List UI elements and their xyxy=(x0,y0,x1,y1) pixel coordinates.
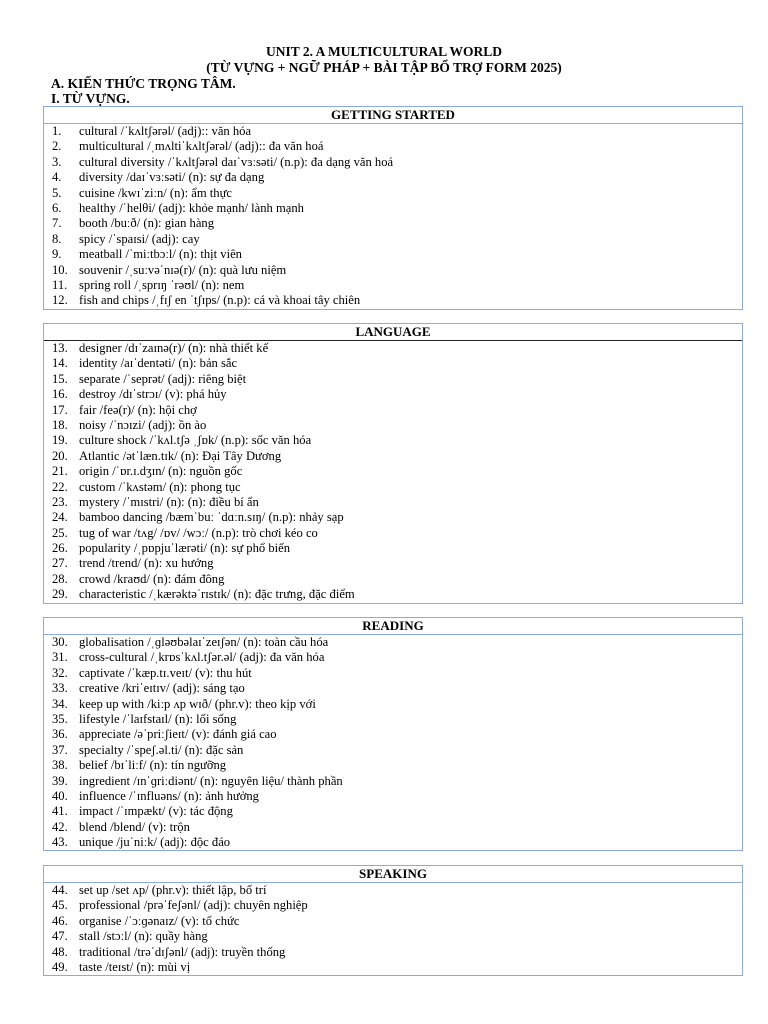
item-entry: custom /ˈkʌstəm/ (n): phong tục xyxy=(79,479,241,494)
item-entry: crowd /kraʊd/ (n): đám đông xyxy=(79,571,225,586)
item-number: 31. xyxy=(52,650,68,665)
vocab-list xyxy=(44,341,742,603)
item-number: 22. xyxy=(52,479,68,494)
item-entry: noisy /ˈnɔɪzi/ (adj): ồn ào xyxy=(79,417,207,432)
vocab-item xyxy=(44,464,742,479)
vocab-item xyxy=(44,804,742,819)
item-number: 10. xyxy=(52,262,68,277)
item-entry: cuisine /kwɪˈziːn/ (n): ẩm thực xyxy=(79,185,233,200)
item-number: 2. xyxy=(52,139,62,154)
item-number: 27. xyxy=(52,556,68,571)
section-title: READING xyxy=(44,618,742,635)
item-number: 42. xyxy=(52,819,68,834)
vocab-item xyxy=(44,139,742,154)
item-number: 15. xyxy=(52,371,68,386)
item-entry: keep up with /kiːp ʌp wɪð/ (phr.v): theo kịp với xyxy=(79,696,316,711)
item-entry: set up /set ʌp/ (phr.v): thiết lập, bố trí xyxy=(79,883,267,897)
item-number: 16. xyxy=(52,387,68,402)
item-number: 35. xyxy=(52,711,68,726)
item-entry: fish and chips /ˌfɪʃ en ˈtʃɪps/ (n.p): cá và khoai tây chiên xyxy=(79,293,361,308)
item-entry: ingredient /ɪnˈɡriːdiənt/ (n): nguyên liệu/ thành phần xyxy=(79,773,343,788)
item-number: 41. xyxy=(52,804,68,819)
item-entry: creative /kriˈeɪtɪv/ (adj): sáng tạo xyxy=(79,681,245,696)
vocab-item xyxy=(44,960,742,975)
vocab-item xyxy=(44,372,742,387)
vocab-item xyxy=(44,697,742,712)
item-entry: stall /stɔːl/ (n): quầy hàng xyxy=(79,929,208,944)
section-title: LANGUAGE xyxy=(44,324,742,341)
item-number: 45. xyxy=(52,898,68,913)
vocab-item xyxy=(44,526,742,541)
item-number: 49. xyxy=(52,959,68,974)
vocab-item xyxy=(44,510,742,525)
item-entry: spicy /ˈspaɪsi/ (adj): cay xyxy=(79,231,200,246)
item-number: 21. xyxy=(52,464,68,479)
vocab-item xyxy=(44,232,742,247)
item-entry: spring roll /ˌsprɪŋ ˈrəʊl/ (n): nem xyxy=(79,277,245,292)
item-number: 5. xyxy=(52,185,62,200)
vocab-item xyxy=(44,789,742,804)
item-entry: origin /ˈɒr.ɪ.dʒɪn/ (n): nguồn gốc xyxy=(79,464,243,479)
vocab-item xyxy=(44,945,742,960)
item-entry: tug of war /tʌg/ /ɒv/ /wɔː/ (n.p): trò chơi kéo co xyxy=(79,525,318,540)
item-entry: specialty /ˈspeʃ.əl.ti/ (n): đặc sản xyxy=(79,742,244,757)
item-entry: fair /feə(r)/ (n): hội chợ xyxy=(79,402,197,417)
item-number: 25. xyxy=(52,525,68,540)
vocab-item xyxy=(44,356,742,371)
item-number: 23. xyxy=(52,494,68,509)
item-entry: cross-cultural /ˌkrɒsˈkʌl.tʃər.əl/ (adj): đa văn hóa xyxy=(79,650,325,665)
vocab-item xyxy=(44,247,742,262)
vocab-item xyxy=(44,883,742,898)
item-number: 3. xyxy=(52,154,62,169)
vocab-item xyxy=(44,635,742,650)
vocab-item xyxy=(44,293,742,308)
vocab-item xyxy=(44,480,742,495)
unit-title: UNIT 2. A MULTICULTURAL WORLD xyxy=(266,44,502,59)
item-entry: traditional /trəˈdɪʃənl/ (adj): truyền thống xyxy=(79,944,286,959)
item-entry: souvenir /ˌsuːvəˈnɪə(r)/ (n): quà lưu niệm xyxy=(79,262,287,277)
item-number: 6. xyxy=(52,200,62,215)
item-number: 34. xyxy=(52,696,68,711)
item-number: 29. xyxy=(52,587,68,602)
item-number: 18. xyxy=(52,417,68,432)
item-number: 7. xyxy=(52,216,62,231)
section-i-heading: I. TỪ VỰNG. xyxy=(51,91,130,106)
item-entry: cultural /ˈkʌltʃərəl/ (adj):: văn hóa xyxy=(79,124,252,138)
item-entry: meatball /ˈmiːtbɔːl/ (n): thịt viên xyxy=(79,247,242,262)
vocab-item xyxy=(44,587,742,602)
unit-subtitle: (TỪ VỰNG + NGỮ PHÁP + BÀI TẬP BỔ TRỢ FORM 2025) xyxy=(206,60,562,75)
vocab-list xyxy=(44,883,742,975)
vocab-item xyxy=(44,712,742,727)
item-number: 9. xyxy=(52,247,62,262)
item-number: 13. xyxy=(52,341,68,355)
vocab-item xyxy=(44,341,742,356)
item-number: 28. xyxy=(52,571,68,586)
item-number: 8. xyxy=(52,231,62,246)
section-title: GETTING STARTED xyxy=(44,107,742,124)
item-number: 20. xyxy=(52,448,68,463)
vocab-item xyxy=(44,155,742,170)
item-entry: characteristic /ˌkærəktəˈrɪstɪk/ (n): đặc trưng, đặc điểm xyxy=(79,587,355,602)
item-number: 33. xyxy=(52,681,68,696)
item-entry: influence /ˈɪnfluəns/ (n): ảnh hưởng xyxy=(79,788,259,803)
item-number: 14. xyxy=(52,356,68,371)
section-title: SPEAKING xyxy=(44,866,742,883)
item-number: 11. xyxy=(52,277,68,292)
item-number: 19. xyxy=(52,433,68,448)
vocab-item xyxy=(44,541,742,556)
item-number: 30. xyxy=(52,635,68,649)
item-entry: culture shock /ˈkʌl.tʃə ˌʃɒk/ (n.p): sốc văn hóa xyxy=(79,433,312,448)
vocab-item xyxy=(44,216,742,231)
vocab-item xyxy=(44,820,742,835)
vocab-item xyxy=(44,186,742,201)
item-entry: separate /ˈseprət/ (adj): riêng biệt xyxy=(79,371,247,386)
item-entry: appreciate /əˈpriːʃieɪt/ (v): đánh giá cao xyxy=(79,727,277,742)
vocab-item xyxy=(44,263,742,278)
vocab-list xyxy=(44,124,742,309)
vocab-item xyxy=(44,758,742,773)
item-entry: blend /blend/ (v): trộn xyxy=(79,819,190,834)
vocab-list xyxy=(44,635,742,850)
item-number: 24. xyxy=(52,510,68,525)
item-number: 37. xyxy=(52,742,68,757)
item-entry: destroy /dɪˈstrɔɪ/ (v): phá hủy xyxy=(79,387,227,402)
vocab-item xyxy=(44,681,742,696)
item-entry: bamboo dancing /bæmˈbuː ˈdɑːn.sɪŋ/ (n.p): nhảy sạp xyxy=(79,510,344,525)
vocab-item xyxy=(44,727,742,742)
item-number: 44. xyxy=(52,883,68,897)
item-entry: designer /dɪˈzaɪnə(r)/ (n): nhà thiết kế xyxy=(79,341,269,355)
item-entry: trend /trend/ (n): xu hướng xyxy=(79,556,214,571)
vocab-item xyxy=(44,433,742,448)
vocab-item xyxy=(44,743,742,758)
getting-started-table xyxy=(43,106,743,310)
language-table xyxy=(43,323,743,604)
vocab-item xyxy=(44,495,742,510)
item-entry: captivate /ˈkæp.tɪ.veɪt/ (v): thu hút xyxy=(79,665,252,680)
item-number: 47. xyxy=(52,929,68,944)
item-entry: healthy /ˈhelθi/ (adj): khỏe mạnh/ lành mạnh xyxy=(79,200,304,215)
vocab-item xyxy=(44,403,742,418)
vocab-item xyxy=(44,124,742,139)
item-entry: booth /buːð/ (n): gian hàng xyxy=(79,216,215,231)
item-number: 17. xyxy=(52,402,68,417)
vocab-item xyxy=(44,449,742,464)
vocab-item xyxy=(44,170,742,185)
item-entry: lifestyle /ˈlaɪfstaɪl/ (n): lối sống xyxy=(79,711,237,726)
item-entry: multicultural /ˌmʌltiˈkʌltʃərəl/ (adj):: đa văn hoá xyxy=(79,139,324,154)
item-entry: identity /aɪˈdentəti/ (n): bản sắc xyxy=(79,356,238,371)
item-number: 46. xyxy=(52,913,68,928)
item-number: 48. xyxy=(52,944,68,959)
vocab-item xyxy=(44,666,742,681)
item-number: 43. xyxy=(52,835,68,850)
item-number: 36. xyxy=(52,727,68,742)
item-entry: unique /juˈniːk/ (adj): độc đáo xyxy=(79,835,231,850)
vocab-item xyxy=(44,572,742,587)
section-a-heading: A. KIẾN THỨC TRỌNG TÂM. xyxy=(51,76,236,91)
item-number: 40. xyxy=(52,788,68,803)
item-entry: organise /ˈɔːɡənaɪz/ (v): tổ chức xyxy=(79,913,240,928)
item-entry: professional /prəˈfeʃənl/ (adj): chuyên nghiệp xyxy=(79,898,308,913)
item-number: 38. xyxy=(52,758,68,773)
vocab-item xyxy=(44,914,742,929)
item-entry: popularity /ˌpɒpjuˈlærəti/ (n): sự phổ biến xyxy=(79,541,291,556)
reading-table xyxy=(43,617,743,851)
item-entry: impact /ˈɪmpækt/ (v): tác động xyxy=(79,804,233,819)
vocab-item xyxy=(44,201,742,216)
item-entry: belief /bɪˈliːf/ (n): tín ngưỡng xyxy=(79,758,227,773)
item-entry: taste /teɪst/ (n): mùi vị xyxy=(79,959,191,974)
item-entry: Atlantic /ətˈlæn.tɪk/ (n): Đại Tây Dương xyxy=(79,448,282,463)
item-number: 12. xyxy=(52,293,68,308)
item-entry: cultural diversity /ˈkʌltʃərəl daɪˈvɜːsəti/ (n.p): đa dạng văn hoá xyxy=(79,154,394,169)
vocab-item xyxy=(44,650,742,665)
vocab-item xyxy=(44,774,742,789)
item-entry: diversity /daɪˈvɜːsəti/ (n): sự đa dạng xyxy=(79,170,265,185)
item-number: 26. xyxy=(52,541,68,556)
item-entry: mystery /ˈmɪstri/ (n): (n): điều bí ẩn xyxy=(79,494,259,509)
item-number: 32. xyxy=(52,665,68,680)
item-entry: globalisation /ˌɡləʊbəlaɪˈzeɪʃən/ (n): toàn cầu hóa xyxy=(79,635,329,649)
vocab-item xyxy=(44,387,742,402)
speaking-table xyxy=(43,865,743,976)
vocab-item xyxy=(44,556,742,571)
vocab-item xyxy=(44,898,742,913)
item-number: 1. xyxy=(52,124,62,138)
vocab-item xyxy=(44,835,742,850)
item-number: 4. xyxy=(52,170,62,185)
vocab-item xyxy=(44,929,742,944)
vocab-item xyxy=(44,418,742,433)
vocab-item xyxy=(44,278,742,293)
item-number: 39. xyxy=(52,773,68,788)
